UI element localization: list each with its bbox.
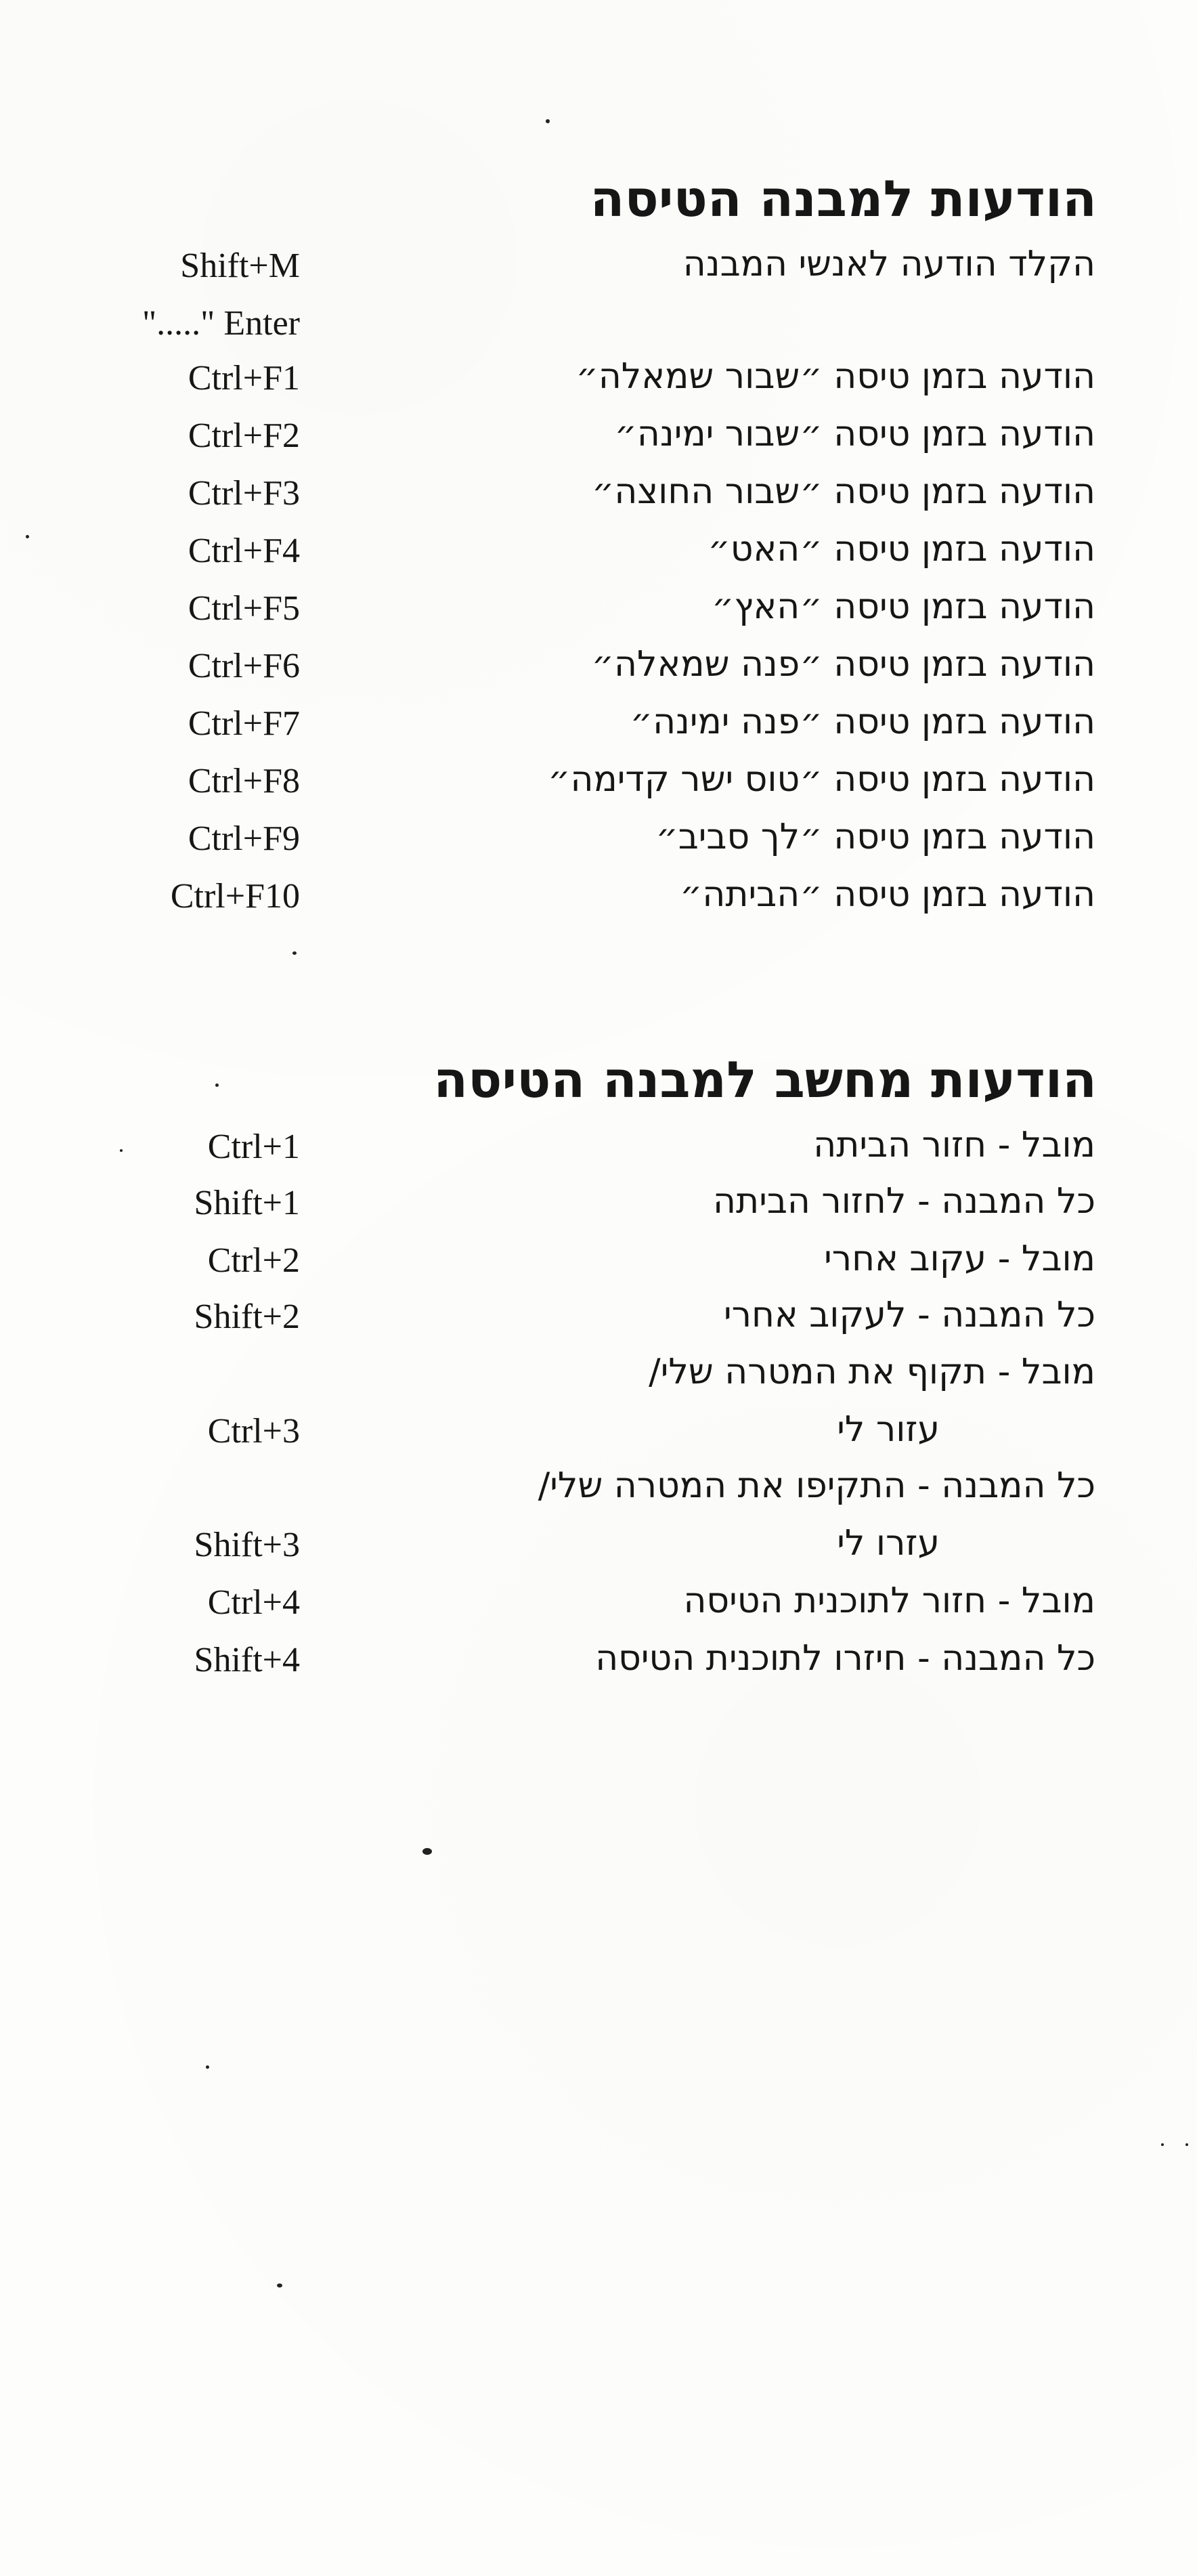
shortcut-key: Shift+3	[194, 1526, 300, 1564]
shortcut-row	[0, 1409, 1197, 1459]
speck-mark	[422, 1848, 432, 1855]
shortcut-key: Ctrl+F10	[170, 877, 300, 916]
shortcut-key: Ctrl+F7	[188, 704, 300, 743]
speck-mark	[292, 951, 297, 955]
shortcut-description: עזור לי	[837, 1409, 940, 1450]
shortcut-row	[0, 1181, 1197, 1231]
shortcut-row	[0, 644, 1197, 694]
speck-mark	[277, 2283, 282, 2288]
shortcut-key: Ctrl+F6	[188, 647, 300, 685]
shortcut-description: הודעה בזמן טיסה ״האץ״	[711, 586, 1095, 627]
shortcut-description: מובל - תקוף את המטרה שלי/	[649, 1352, 1095, 1392]
shortcut-description: הודעה בזמן טיסה ״שבור שמאלה״	[575, 356, 1095, 397]
shortcut-description: הודעה בזמן טיסה ״שבור ימינה״	[614, 414, 1095, 454]
shortcut-key: Ctrl+F1	[188, 359, 300, 398]
shortcut-key: Shift+1	[194, 1184, 300, 1222]
shortcut-key: Ctrl+3	[207, 1412, 300, 1451]
shortcut-key: Ctrl+1	[207, 1128, 300, 1166]
shortcut-row	[0, 1523, 1197, 1573]
shortcut-key: Ctrl+4	[207, 1583, 300, 1622]
shortcut-description: הודעה בזמן טיסה ״טוס ישר קדימה״	[548, 759, 1095, 800]
shortcut-row	[0, 1354, 1197, 1402]
section-title-formation-messages: הודעות למבנה הטיסה	[590, 170, 1097, 228]
shortcut-row	[0, 874, 1197, 924]
shortcut-row	[0, 356, 1197, 406]
shortcut-key: Ctrl+F8	[188, 762, 300, 800]
shortcut-row	[0, 1638, 1197, 1688]
section-title-computer-messages: הודעות מחשב למבנה הטיסה	[433, 1051, 1097, 1109]
speck-mark	[120, 1149, 123, 1152]
shortcut-description: מובל - חזור לתוכנית הטיסה	[683, 1581, 1095, 1621]
shortcut-description: כל המבנה - התקיפו את המטרה שלי/	[538, 1465, 1095, 1506]
shortcut-description: הקלד הודעה לאנשי המבנה	[682, 244, 1095, 284]
shortcut-row	[0, 1297, 1197, 1345]
shortcut-key: "....." Enter	[142, 304, 300, 343]
shortcut-row	[0, 586, 1197, 637]
shortcut-description: כל המבנה - לעקוב אחרי	[723, 1295, 1095, 1335]
shortcut-row	[0, 1241, 1197, 1289]
shortcut-description: הודעה בזמן טיסה ״לך סביב״	[655, 817, 1095, 857]
shortcut-key: Shift+M	[180, 246, 300, 285]
shortcut-key: Ctrl+2	[207, 1241, 300, 1280]
speck-mark	[1161, 2143, 1164, 2146]
shortcut-row	[0, 416, 1197, 464]
shortcut-description: מובל - חזור הביתה	[813, 1125, 1095, 1165]
shortcut-row	[0, 304, 1197, 351]
shortcut-description: מובל - עקוב אחרי	[824, 1239, 1095, 1279]
shortcut-description: הודעה בזמן טיסה ״האט״	[708, 529, 1095, 570]
speck-mark	[546, 119, 550, 123]
shortcut-key: Ctrl+F2	[188, 416, 300, 455]
shortcut-row	[0, 704, 1197, 752]
shortcut-key: Ctrl+F3	[188, 474, 300, 513]
shortcut-key: Ctrl+F4	[188, 532, 300, 570]
shortcut-row	[0, 1465, 1197, 1516]
shortcut-key: Ctrl+F9	[188, 819, 300, 858]
shortcut-description: עזרו לי	[837, 1523, 940, 1564]
shortcut-row	[0, 819, 1197, 867]
speck-mark	[215, 1083, 219, 1087]
shortcut-key: Shift+4	[194, 1641, 300, 1679]
shortcut-row	[0, 246, 1197, 294]
shortcut-description: הודעה בזמן טיסה ״הביתה״	[679, 874, 1095, 915]
shortcut-description: הודעה בזמן טיסה ״פנה ימינה״	[630, 702, 1095, 742]
shortcut-row	[0, 1125, 1197, 1175]
shortcut-row	[0, 759, 1197, 809]
shortcut-description: כל המבנה - חיזרו לתוכנית הטיסה	[595, 1638, 1095, 1679]
speck-mark	[26, 535, 29, 538]
speck-mark	[1185, 2143, 1188, 2146]
shortcut-description: הודעה בזמן טיסה ״פנה שמאלה״	[591, 644, 1095, 685]
speck-mark	[206, 2065, 209, 2069]
shortcut-row	[0, 1583, 1197, 1631]
shortcut-row	[0, 471, 1197, 521]
shortcut-key: Shift+2	[194, 1297, 300, 1336]
shortcut-description: הודעה בזמן טיסה ״שבור החוצה״	[591, 471, 1095, 512]
shortcut-description: כל המבנה - לחזור הביתה	[713, 1181, 1095, 1222]
shortcut-key: Ctrl+F5	[188, 589, 300, 628]
shortcut-row	[0, 529, 1197, 579]
